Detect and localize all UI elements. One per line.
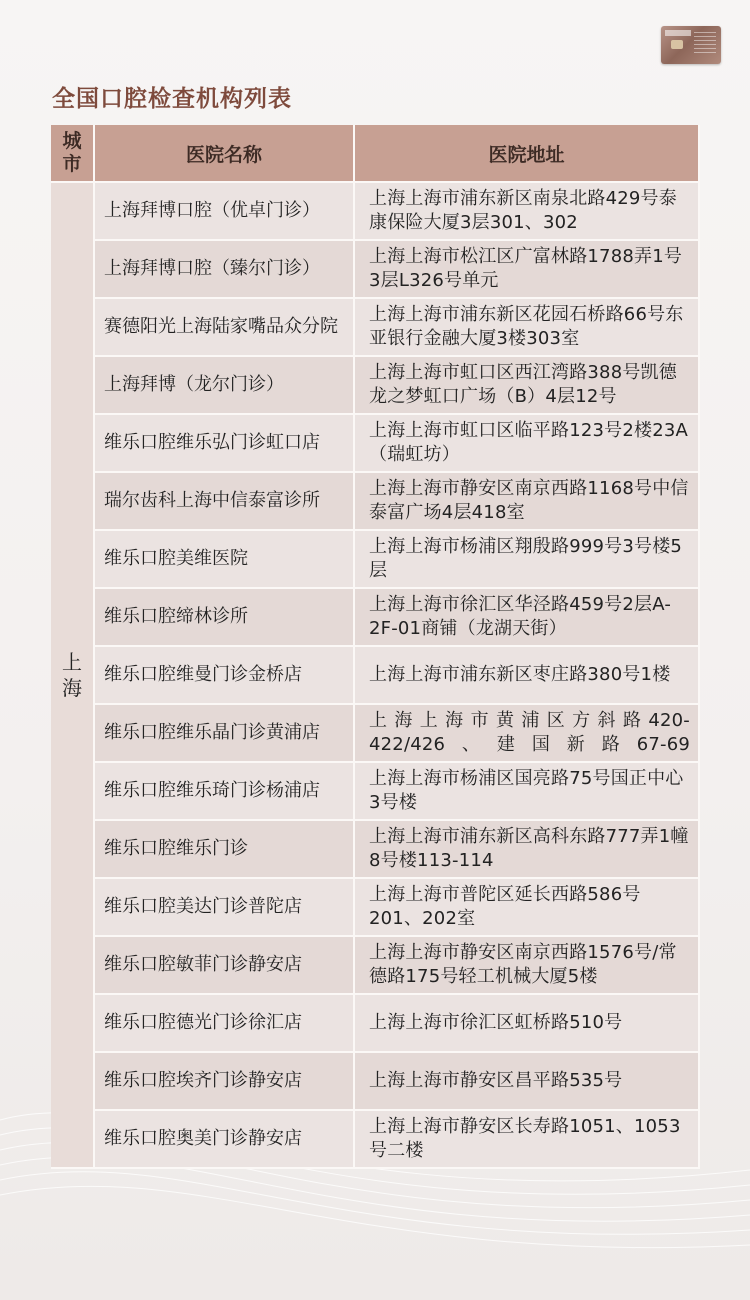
- hospital-name: 赛德阳光上海陆家嘴品众分院: [95, 299, 355, 357]
- table-row: [51, 937, 700, 995]
- clinic-table: [51, 125, 700, 1169]
- hospital-address: 上海上海市虹口区临平路123号2楼23A（瑞虹坊）: [355, 415, 700, 473]
- hospital-address: 上海上海市浦东新区高科东路777弄1幢8号楼113-114: [355, 821, 700, 879]
- table-row: [51, 183, 700, 241]
- hospital-address: 上海上海市徐汇区华泾路459号2层A-2F-01商铺（龙湖天街）: [355, 589, 700, 647]
- hospital-name: 维乐口腔美维医院: [95, 531, 355, 589]
- table-row: [51, 241, 700, 299]
- hospital-address: 上海上海市杨浦区国亮路75号国正中心3号楼: [355, 763, 700, 821]
- table-row: [51, 589, 700, 647]
- page-title: 全国口腔检查机构列表: [52, 86, 292, 112]
- hospital-name: 维乐口腔缔林诊所: [95, 589, 355, 647]
- table-row: [51, 531, 700, 589]
- table-row: [51, 415, 700, 473]
- hospital-name: 上海拜博口腔（臻尔门诊）: [95, 241, 355, 299]
- hospital-address: 上海上海市虹口区西江湾路388号凯德龙之梦虹口广场（B）4层12号: [355, 357, 700, 415]
- city-cell: 上海: [51, 183, 95, 1169]
- hospital-address: 上海上海市静安区南京西路1168号中信泰富广场4层418室: [355, 473, 700, 531]
- hospital-name: 维乐口腔维乐晶门诊黄浦店: [95, 705, 355, 763]
- hospital-name: 维乐口腔维曼门诊金桥店: [95, 647, 355, 705]
- hospital-name: 维乐口腔维乐门诊: [95, 821, 355, 879]
- hospital-name: 上海拜博口腔（优卓门诊）: [95, 183, 355, 241]
- hospital-address: 上海上海市浦东新区花园石桥路66号东亚银行金融大厦3楼303室: [355, 299, 700, 357]
- hospital-name: 维乐口腔美达门诊普陀店: [95, 879, 355, 937]
- hospital-address: 上海上海市黄浦区方斜路420-422/426、建国新路67-69: [355, 705, 700, 763]
- table-row: [51, 763, 700, 821]
- hospital-name: 维乐口腔维乐弘门诊虹口店: [95, 415, 355, 473]
- hospital-name: 维乐口腔德光门诊徐汇店: [95, 995, 355, 1053]
- hospital-address: 上海上海市静安区昌平路535号: [355, 1053, 700, 1111]
- hospital-name: 维乐口腔奥美门诊静安店: [95, 1111, 355, 1169]
- hospital-address: 上海上海市静安区南京西路1576号/常德路175号轻工机械大厦5楼: [355, 937, 700, 995]
- table-row: [51, 473, 700, 531]
- table-row: [51, 299, 700, 357]
- hospital-address: 上海上海市静安区长寿路1051、1053号二楼: [355, 1111, 700, 1169]
- hospital-name: 维乐口腔敏菲门诊静安店: [95, 937, 355, 995]
- header-hospital-name: 医院名称: [95, 125, 355, 183]
- hospital-address: 上海上海市松江区广富林路1788弄1号3层L326号单元: [355, 241, 700, 299]
- hospital-address: 上海上海市浦东新区枣庄路380号1楼: [355, 647, 700, 705]
- table-row: [51, 1111, 700, 1169]
- header-hospital-address: 医院地址: [355, 125, 700, 183]
- hospital-address: 上海上海市普陀区延长西路586号201、202室: [355, 879, 700, 937]
- hospital-name: 上海拜博（龙尔门诊）: [95, 357, 355, 415]
- hospital-address: 上海上海市徐汇区虹桥路510号: [355, 995, 700, 1053]
- hospital-name: 维乐口腔维乐琦门诊杨浦店: [95, 763, 355, 821]
- header-city: 城市: [51, 125, 95, 183]
- hospital-name: 瑞尔齿科上海中信泰富诊所: [95, 473, 355, 531]
- hospital-name: 维乐口腔埃齐门诊静安店: [95, 1053, 355, 1111]
- table-row: [51, 995, 700, 1053]
- table-row: [51, 647, 700, 705]
- table-row: [51, 705, 700, 763]
- table-row: [51, 1053, 700, 1111]
- table-row: [51, 879, 700, 937]
- table-row: [51, 821, 700, 879]
- table-row: [51, 357, 700, 415]
- hospital-address: 上海上海市杨浦区翔殷路999号3号楼5层: [355, 531, 700, 589]
- hospital-address: 上海上海市浦东新区南泉北路429号泰康保险大厦3层301、302: [355, 183, 700, 241]
- table-header-row: [51, 125, 700, 183]
- card-logo-image: [661, 26, 721, 64]
